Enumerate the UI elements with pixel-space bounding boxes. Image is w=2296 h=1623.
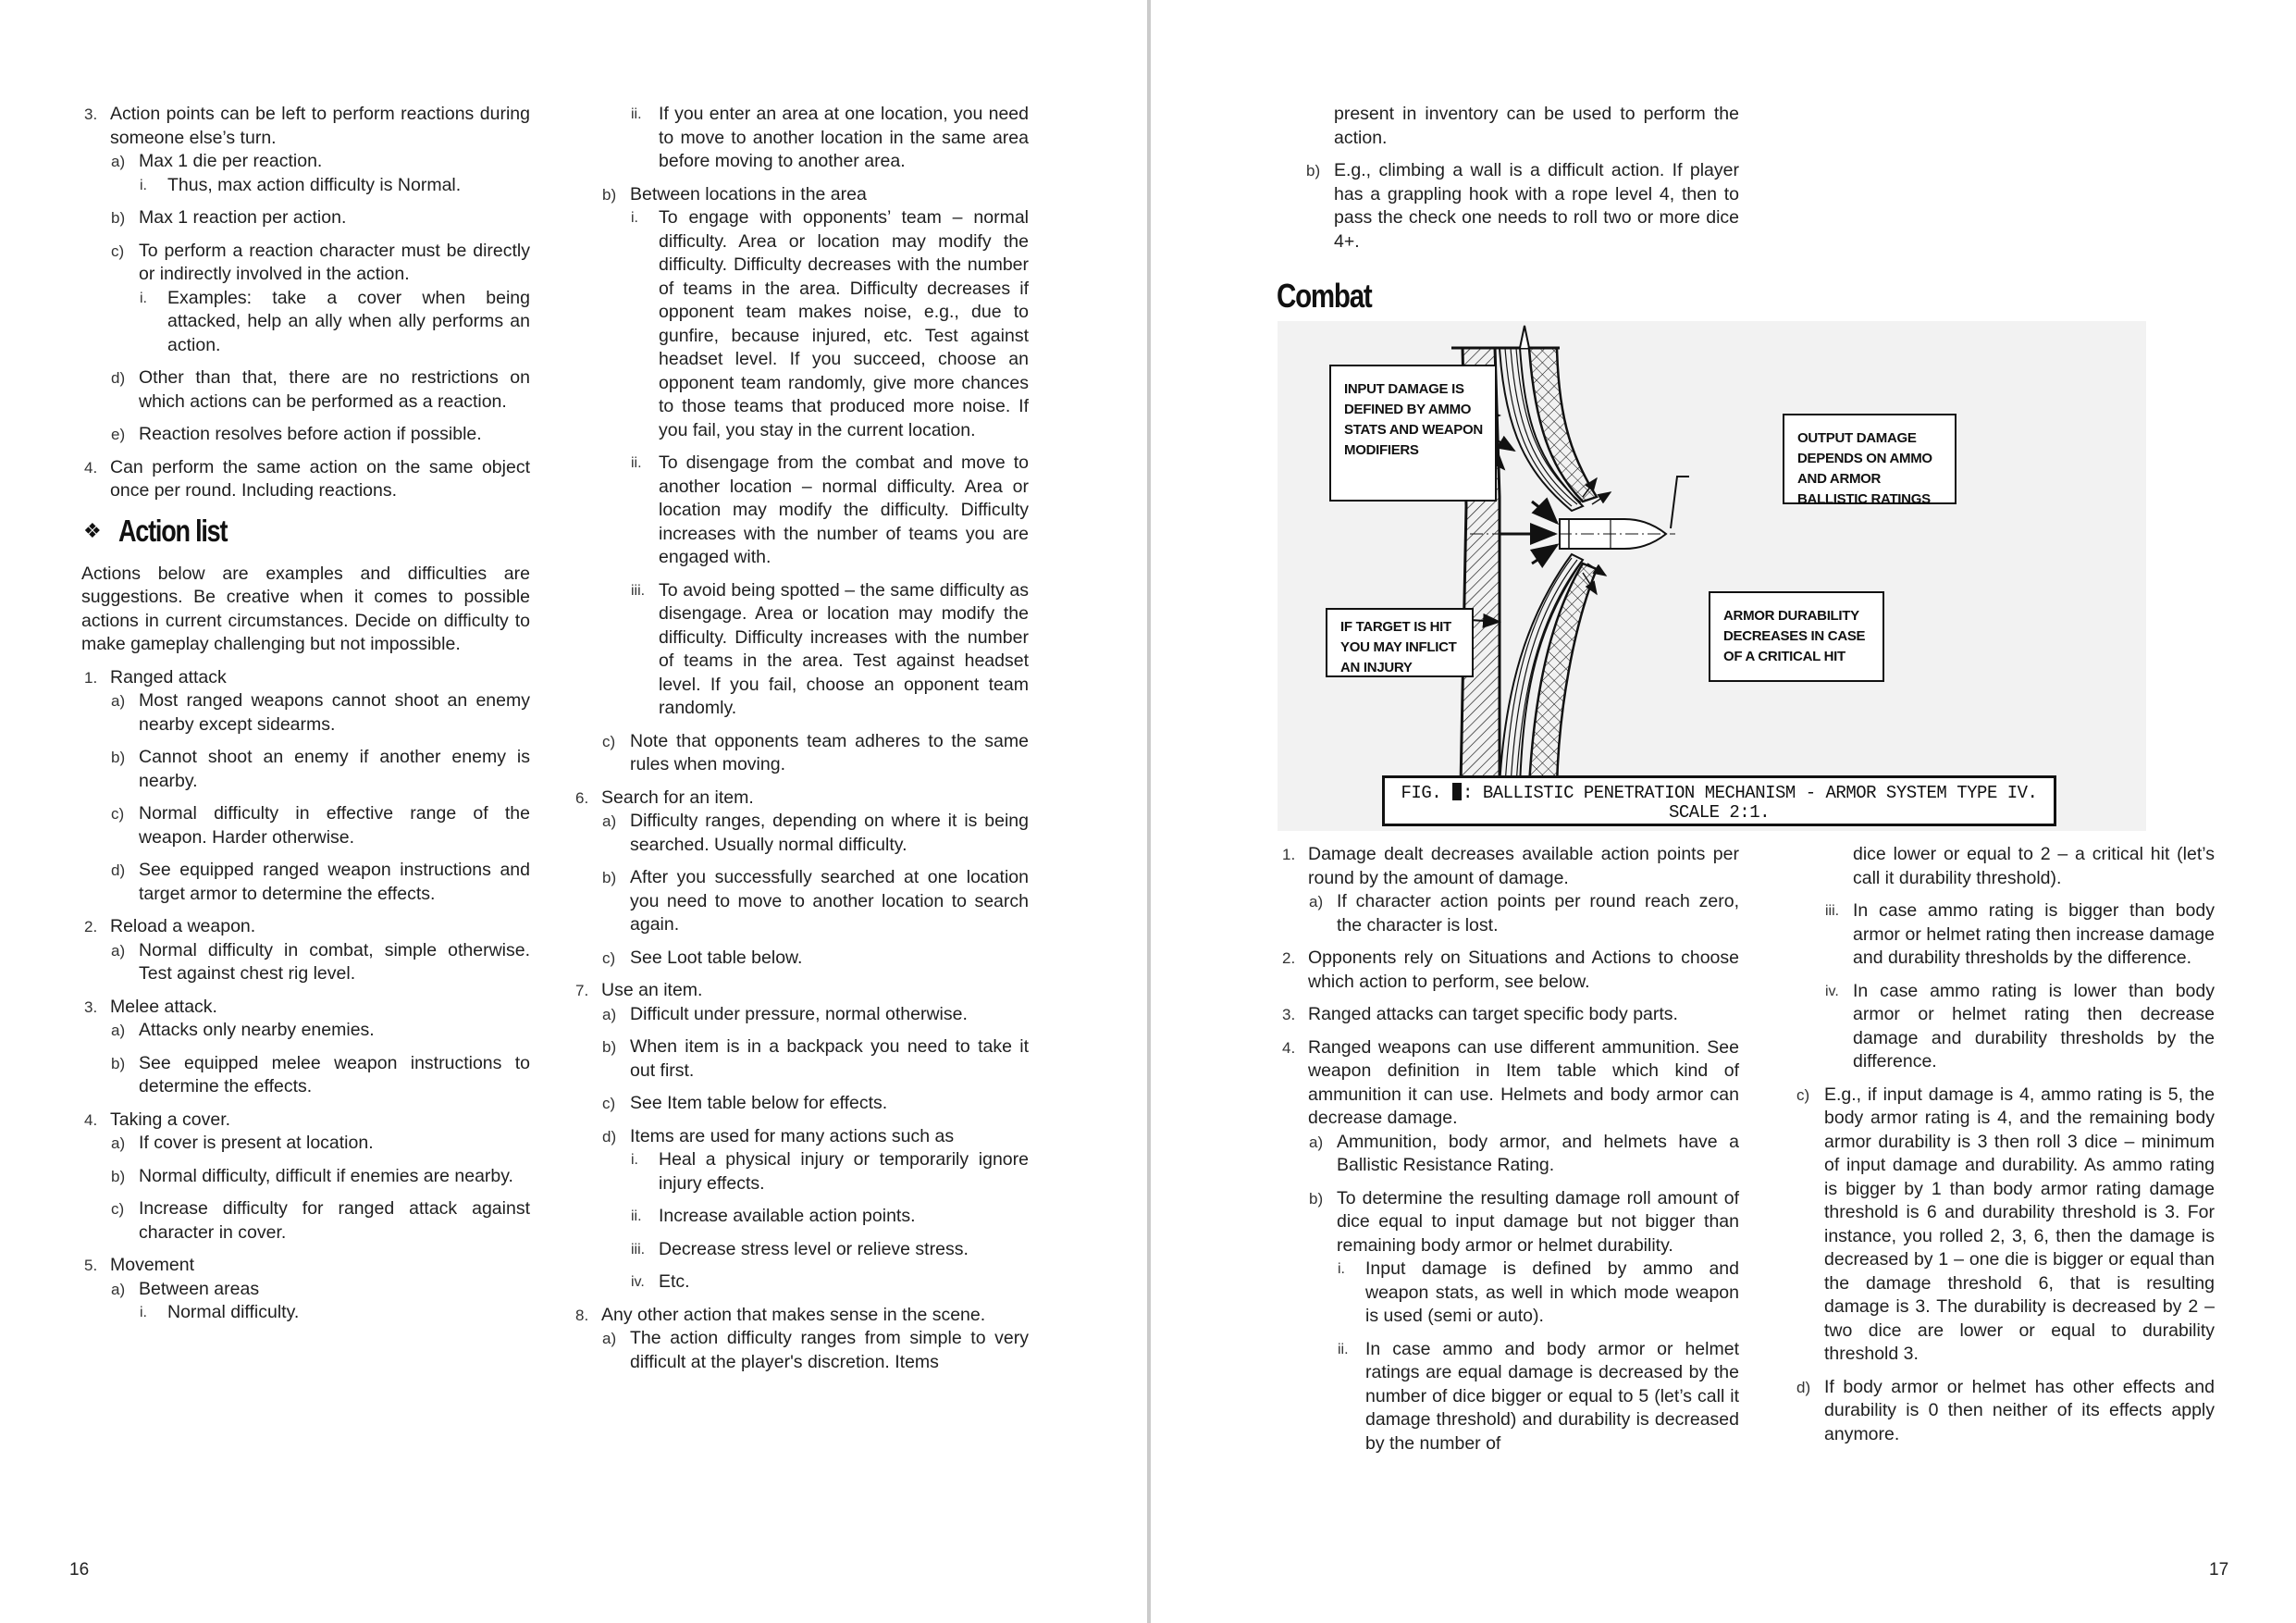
list-text: If body armor or helmet has other effects and durability is 0 then neither of its effects apply anymore.	[1824, 1376, 2215, 1444]
list-marker: 3.	[84, 105, 98, 123]
list-item	[139, 287, 530, 358]
list-marker: b)	[602, 185, 617, 204]
list-marker: 4.	[1282, 1038, 1296, 1057]
list-item	[81, 1254, 530, 1325]
list-marker: ii.	[631, 1208, 642, 1224]
list-item	[110, 150, 530, 197]
list-item	[1279, 947, 1739, 994]
section-heading-action-list	[81, 513, 530, 550]
alpha-continued-list	[1796, 1084, 2215, 1447]
list-item	[601, 1035, 1029, 1083]
list-text: See Item table below for effects.	[630, 1093, 888, 1113]
movement-continued-list	[573, 103, 1029, 174]
list-text: Normal difficulty in effective range of the weapon. Harder otherwise.	[139, 803, 530, 848]
list-item	[601, 1092, 1029, 1116]
list-item	[1796, 1376, 2215, 1447]
list-text: Ranged attacks can target specific body parts.	[1308, 1004, 1678, 1024]
list-marker: a)	[1309, 893, 1324, 911]
list-marker: a)	[111, 1022, 126, 1039]
caption-line-1	[1385, 783, 2054, 803]
list-text: To determine the resulting damage roll amount of dice equal to input damage but not bigger than remaining body armor or helmet durability.	[1337, 1187, 1739, 1256]
list-text: Melee attack.	[110, 996, 217, 1017]
list-marker: c)	[111, 805, 125, 823]
combat-rules-list	[1279, 843, 1739, 1456]
caption-line-2: SCALE 2:1.	[1668, 802, 1771, 823]
list-item	[1305, 159, 1739, 254]
list-text: Movement	[110, 1255, 195, 1275]
list-text: In case ammo and body armor or helmet ratings are equal damage is decreased by the number of dice bigger or equal to 5 (let’s call it damage threshold) and durability is decreased by the number of	[1365, 1338, 1739, 1454]
list-item	[601, 947, 1029, 971]
right-page	[1151, 0, 2296, 1623]
list-text: Action points can be left to perform reactions during someone else’s turn.	[110, 104, 530, 148]
list-marker: iv.	[1825, 983, 1839, 999]
list-marker: iii.	[631, 1241, 646, 1258]
list-marker: b)	[111, 209, 126, 227]
list-text: To disengage from the combat and move to another location – normal difficulty. Area or location may modify the difficulty. Difficulty increases with the number of teams you are engaged with.	[659, 452, 1029, 567]
list-item	[110, 859, 530, 906]
list-marker: 4.	[84, 458, 98, 477]
list-item	[81, 996, 530, 1099]
list-item	[1305, 103, 1739, 150]
list-text: To perform a reaction character must be directly or indirectly involved in the action.	[139, 240, 530, 284]
list-item	[1279, 1003, 1739, 1027]
callout-output-damage: OUTPUT DAMAGE DEPENDS ON AMMO AND ARMOR BALLISTIC RATINGS	[1783, 414, 1957, 504]
list-marker: a)	[111, 1134, 126, 1152]
list-item	[1824, 980, 2215, 1074]
list-text: Etc.	[659, 1271, 690, 1292]
movement-sub-list	[573, 183, 1029, 777]
list-text: To engage with opponents’ team – normal difficulty. Area or location may modify the difficulty. Difficulty decreases with the number of teams in the area. Difficulty decreases if opponent team makes noise, e.g., due to gunfire, because injured, etc. Test against headset level. If you succeed, choose an opponent team randomly, give more chances to those teams that produced more noise. If you fail, you stay in the current location.	[659, 207, 1029, 440]
list-item	[81, 666, 530, 907]
list-item	[110, 746, 530, 793]
reaction-rules-list	[81, 103, 530, 503]
list-text: Items are used for many actions such as	[630, 1125, 955, 1146]
list-text: Most ranged weapons cannot shoot an enemy nearby except sidearms.	[139, 690, 530, 735]
list-item	[110, 1197, 530, 1245]
list-item	[110, 240, 530, 358]
ballistic-figure	[1278, 321, 2146, 831]
list-marker: b)	[1306, 162, 1321, 180]
list-text: In case ammo rating is lower than body armor or helmet rating then decrease damage and durability thresholds by the difference.	[1853, 980, 2215, 1072]
list-text: When item is in a backpack you need to take it out first.	[630, 1036, 1029, 1081]
page-number: 16	[69, 1560, 90, 1580]
list-item	[630, 103, 1029, 174]
list-marker: c)	[602, 948, 616, 967]
list-item	[1279, 843, 1739, 937]
list-text: Reaction resolves before action if possible.	[139, 424, 482, 444]
list-marker: i.	[140, 177, 147, 193]
list-marker: iv.	[631, 1274, 645, 1290]
list-marker: 3.	[84, 997, 98, 1016]
list-text: Opponents rely on Situations and Actions to choose which action to perform, see below.	[1308, 948, 1739, 992]
list-item	[573, 979, 1029, 1295]
list-text: Max 1 die per reaction.	[139, 151, 323, 171]
list-text: Search for an item.	[601, 787, 754, 808]
list-text: Between areas	[139, 1278, 260, 1299]
list-text: Difficult under pressure, normal otherwise.	[630, 1003, 968, 1024]
list-text: Attacks only nearby enemies.	[139, 1020, 375, 1040]
list-marker: i.	[631, 1152, 638, 1168]
list-marker: iii.	[1825, 903, 1840, 919]
left-column-1	[81, 103, 530, 1334]
list-marker: b)	[111, 749, 126, 766]
list-item	[81, 1109, 530, 1245]
list-text: Ranged attack	[110, 666, 227, 688]
list-marker: a)	[602, 1005, 617, 1023]
list-text: Input damage is defined by ammo and weapon stats, as well in which mode weapon is used (semi or auto).	[1365, 1258, 1739, 1326]
list-text: Examples: take a cover when being attacked, help an ally when ally performs an action.	[167, 287, 530, 355]
list-text: See equipped ranged weapon instructions and target armor to determine the effects.	[139, 860, 530, 904]
list-item	[573, 1304, 1029, 1375]
list-item	[110, 1132, 530, 1156]
list-text: E.g., climbing a wall is a difficult action. If player has a grappling hook with a rope level 4, then to pass the check one needs to roll two or more dice 4+.	[1334, 160, 1739, 252]
list-marker: a)	[111, 153, 126, 170]
list-item	[630, 1205, 1029, 1229]
list-item	[1308, 890, 1739, 937]
list-item	[630, 579, 1029, 721]
list-item	[139, 174, 530, 198]
list-marker: 6.	[575, 788, 589, 807]
list-marker: i.	[140, 290, 147, 306]
list-item	[110, 1019, 530, 1043]
list-item	[110, 939, 530, 986]
list-marker: b)	[111, 1167, 126, 1185]
list-text: In case ammo rating is bigger than body armor or helmet rating then increase damage and durability thresholds by the difference.	[1853, 900, 2215, 968]
figure-caption	[1382, 775, 2056, 826]
list-marker: i.	[140, 1305, 147, 1320]
list-text: dice lower or equal to 2 – a critical hit (let’s call it durability threshold).	[1853, 844, 2215, 888]
list-item	[110, 1052, 530, 1099]
list-item	[1279, 1036, 1739, 1456]
list-item	[1308, 1187, 1739, 1456]
list-item	[110, 802, 530, 849]
list-item	[81, 456, 530, 503]
list-text: Decrease stress level or relieve stress.	[659, 1238, 969, 1259]
list-item	[601, 1125, 1029, 1295]
list-text: Increase difficulty for ranged attack against character in cover.	[139, 1198, 530, 1243]
list-item	[110, 1165, 530, 1189]
callout-armor-durability: ARMOR DURABILITY DECREASES IN CASE OF A CRITICAL HIT	[1709, 591, 1884, 682]
list-text: See Loot table below.	[630, 947, 803, 968]
caption-prefix: FIG.	[1401, 783, 1452, 803]
list-item	[139, 1301, 530, 1325]
list-marker: c)	[602, 1095, 616, 1112]
list-marker: 8.	[575, 1306, 589, 1324]
left-column-2	[573, 103, 1029, 1383]
list-text: Damage dealt decreases available action points per round by the amount of damage.	[1308, 844, 1739, 888]
section-title: Action list	[118, 513, 228, 548]
list-text: Thus, max action difficulty is Normal.	[167, 174, 462, 195]
right-top-column	[1277, 103, 1739, 328]
list-text: Between locations in the area	[630, 183, 867, 204]
list-marker: e)	[111, 426, 126, 443]
list-text: Increase available action points.	[659, 1206, 916, 1226]
roman-continued-list	[1796, 843, 2215, 1074]
list-marker: d)	[111, 369, 126, 387]
list-marker: 2.	[1282, 949, 1296, 967]
list-text: E.g., if input damage is 4, ammo rating is 5, the body armor rating is 4, and the remaining body armor durability is 3 then roll 3 dice – minimum of input damage and durability. As ammo rating is bigger by 1 than body armor rating damage threshold is 6 and durability threshold is 3. For instance, you rolled 2, 3, 6, then the damage is decreased by 1 – one die is bigger or equal than the damage threshold 6, that is resulting damage is 3. The durability is decreased by 2 – two dice are lower or equal to durability threshold 3.	[1824, 1084, 2215, 1364]
list-marker: 1.	[1282, 846, 1296, 863]
list-item	[1796, 1084, 2215, 1367]
list-marker: 3.	[1282, 1006, 1296, 1023]
list-item	[1337, 1338, 1739, 1456]
list-text: Use an item.	[601, 980, 703, 1000]
list-text: Ammunition, body armor, and helmets have a Ballistic Resistance Rating.	[1337, 1131, 1739, 1175]
list-marker: d)	[111, 861, 126, 879]
list-marker: b)	[111, 1054, 126, 1072]
list-text: To avoid being spotted – the same difficulty as disengage. Area or location may modify the difficulty. Difficulty increases with the number of teams in the area. Test against headset level. If you fail, choose an opponent team randomly.	[659, 579, 1029, 718]
action-list	[81, 666, 530, 1325]
callout-input-damage: INPUT DAMAGE IS DEFINED BY AMMO STATS AND WEAPON MODIFIERS	[1329, 365, 1497, 502]
list-text: Ranged weapons can use different ammunition. See weapon definition in Item table which kind of ammunition it can use. Helmets and body armor can decrease damage.	[1308, 1036, 1739, 1128]
list-marker: i.	[1338, 1261, 1345, 1277]
section-heading-combat	[1277, 278, 1739, 315]
list-text: Normal difficulty, difficult if enemies are nearby.	[139, 1165, 513, 1186]
list-marker: a)	[111, 692, 126, 710]
list-item	[630, 1270, 1029, 1295]
list-marker: iii.	[631, 582, 646, 599]
list-text: Heal a physical injury or temporarily ignore injury effects.	[659, 1149, 1029, 1194]
list-text: The action difficulty ranges from simple to very difficult at the player's discretion. Items	[630, 1328, 1029, 1372]
list-marker: 2.	[84, 918, 98, 935]
list-item	[1824, 899, 2215, 971]
list-item	[630, 1148, 1029, 1196]
right-column-1	[1279, 843, 1739, 1465]
list-text: Normal difficulty.	[167, 1302, 300, 1322]
list-marker: 1.	[84, 668, 98, 687]
list-item	[601, 730, 1029, 777]
list-marker: ii.	[1338, 1341, 1349, 1357]
list-marker: d)	[1796, 1378, 1811, 1396]
list-item	[601, 1327, 1029, 1374]
list-marker: c)	[1796, 1085, 1810, 1104]
list-item	[630, 1238, 1029, 1262]
list-item	[1308, 1131, 1739, 1178]
list-marker: b)	[602, 1038, 617, 1056]
list-item	[601, 866, 1029, 937]
callout-target-hit: IF TARGET IS HIT YOU MAY INFLICT AN INJURY	[1326, 608, 1474, 677]
list-text: Cannot shoot an enemy if another enemy is nearby.	[139, 747, 530, 791]
list-text: Can perform the same action on the same object once per round. Including reactions.	[110, 456, 530, 501]
list-text: If you enter an area at one location, you need to move to another location in the same area before moving to another area.	[659, 104, 1029, 171]
list-item	[110, 689, 530, 737]
caption-text: : BALLISTIC PENETRATION MECHANISM - ARMOR SYSTEM TYPE IV.	[1463, 783, 2038, 803]
list-item	[81, 103, 530, 447]
list-item	[110, 1278, 530, 1325]
list-marker: c)	[111, 242, 125, 260]
list-item	[601, 810, 1029, 857]
page-number: 17	[2209, 1560, 2229, 1580]
list-marker: 7.	[575, 982, 589, 999]
list-text: If character action points per round reach zero, the character is lost.	[1337, 891, 1739, 935]
list-marker: a)	[111, 941, 126, 960]
list-marker: a)	[602, 1330, 617, 1347]
list-text: present in inventory can be used to perform the action.	[1334, 104, 1739, 148]
list-marker: c)	[602, 732, 616, 750]
list-text: Any other action that makes sense in the scene.	[601, 1304, 986, 1325]
list-item	[110, 423, 530, 447]
list-marker: a)	[111, 1280, 126, 1298]
list-text: Note that opponents team adheres to the same rules when moving.	[630, 730, 1029, 774]
list-item	[630, 452, 1029, 570]
diamond-ornament-icon: ❖	[83, 518, 102, 542]
left-page	[0, 0, 1147, 1623]
list-marker: a)	[602, 812, 617, 830]
list-marker: b)	[602, 869, 617, 886]
list-text: Other than that, there are no restrictions on which actions can be performed as a reaction.	[139, 367, 530, 412]
list-marker: i.	[631, 210, 638, 226]
list-item	[1337, 1258, 1739, 1329]
list-marker: ii.	[631, 455, 642, 471]
list-text: Max 1 reaction per action.	[139, 207, 347, 228]
list-marker: 4.	[84, 1110, 98, 1129]
list-item	[601, 1003, 1029, 1027]
list-marker: a)	[1309, 1133, 1324, 1151]
list-marker: 5.	[84, 1257, 98, 1274]
action-list-continued	[573, 787, 1029, 1375]
section-intro: Actions below are examples and difficulties are suggestions. Be creative when it comes to possible actions in current circumstances. Decide on difficulty to make gameplay challenging but not impossible.	[81, 563, 530, 654]
list-marker: c)	[111, 1200, 125, 1218]
list-text: See equipped melee weapon instructions to determine the effects.	[139, 1052, 530, 1096]
action-8-continued	[1277, 103, 1739, 254]
list-text: Difficulty ranges, depending on where it is being searched. Usually normal difficulty.	[630, 811, 1029, 855]
list-item	[573, 787, 1029, 971]
list-marker: b)	[1309, 1189, 1324, 1208]
section-title: Combat	[1277, 277, 1372, 316]
list-item	[110, 206, 530, 230]
list-item	[110, 366, 530, 414]
list-marker: d)	[602, 1127, 617, 1146]
right-column-2	[1796, 843, 2215, 1456]
list-item	[601, 183, 1029, 721]
list-text: After you successfully searched at one location you need to move to another location to search again.	[630, 867, 1029, 935]
list-text: Normal difficulty in combat, simple otherwise. Test against chest rig level.	[139, 939, 530, 984]
list-text: Reload a weapon.	[110, 916, 256, 936]
list-item	[630, 206, 1029, 442]
list-text: If cover is present at location.	[139, 1133, 374, 1153]
list-text: Taking a cover.	[110, 1109, 231, 1130]
list-item	[81, 915, 530, 986]
figure-number-redacted	[1452, 783, 1462, 800]
list-marker: ii.	[631, 106, 642, 122]
list-item	[1824, 843, 2215, 890]
